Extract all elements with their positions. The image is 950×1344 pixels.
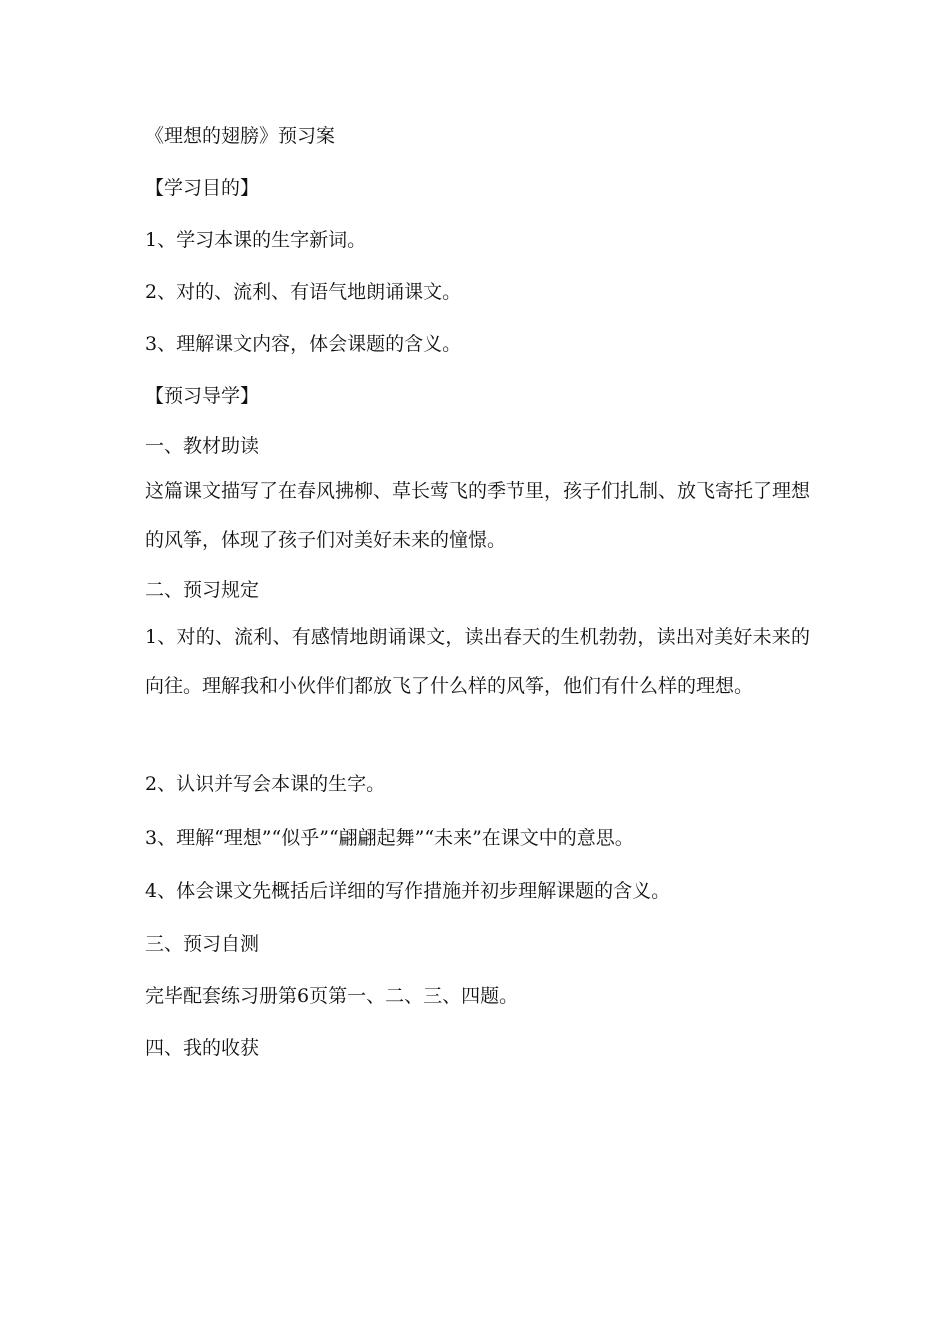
- objective-item: 1、学习本课的生字新词。: [145, 229, 367, 251]
- part2-item: 3、理解“理想”“似乎”“翩翩起舞”“未来”在课文中的意思。: [145, 827, 634, 849]
- part2-item: 1、对的、流利、有感情地朗诵课文，读出春天的生机勃勃，读出对美好未来的向往。理解我和小伙伴们都放飞了什么样的风筝，他们有什么样的理想。: [145, 626, 810, 697]
- part2-item: 4、体会课文先概括后详细的写作措施并初步理解课题的含义。: [145, 880, 671, 902]
- document-title: 《理想的翅膀》预习案: [145, 125, 336, 147]
- part2-item: 2、认识并写会本课的生字。: [145, 773, 386, 795]
- part1-paragraph: 这篇课文描写了在春风拂柳、草长莺飞的季节里，孩子们扎制、放飞寄托了理想的风筝，体现了孩子们对美好未来的憧憬。: [145, 480, 811, 551]
- objectives-heading: 【学习目的】: [145, 177, 260, 199]
- guide-heading: 【预习导学】: [145, 385, 260, 407]
- part2-heading: 二、预习规定: [145, 579, 260, 601]
- objective-item: 3、理解课文内容，体会课题的含义。: [145, 333, 462, 355]
- part3-text: 完毕配套练习册第6页第一、二、三、四题。: [145, 985, 519, 1007]
- part4-heading: 四、我的收获: [145, 1037, 260, 1059]
- objective-item: 2、对的、流利、有语气地朗诵课文。: [145, 281, 462, 303]
- part1-heading: 一、教材助读: [145, 435, 260, 457]
- part3-heading: 三、预习自测: [145, 933, 260, 955]
